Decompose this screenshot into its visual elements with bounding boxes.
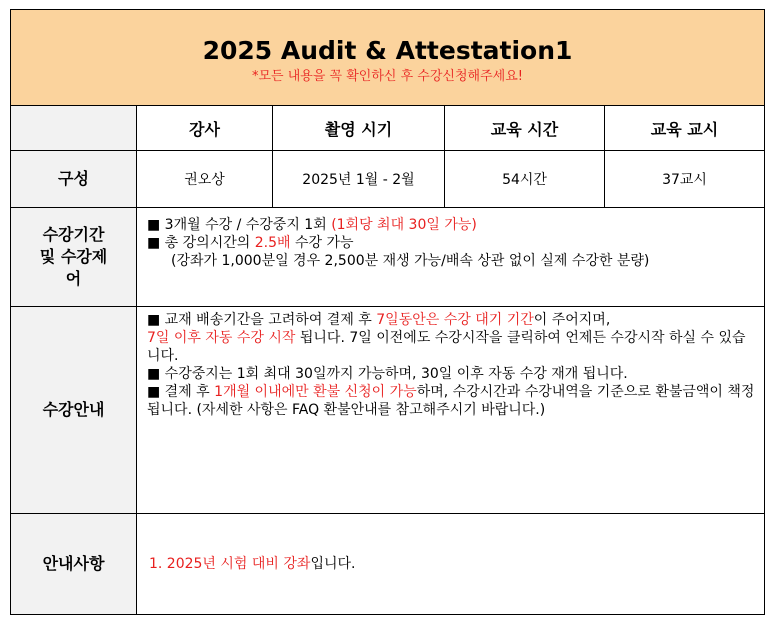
notice-item-highlight: 1. 2025년 시험 대비 강좌 [149, 556, 311, 572]
period-line-2: ■ 총 강의시간의 2.5배 수강 가능 [147, 235, 354, 251]
instructor-value: 권오상 [137, 151, 273, 208]
row-label-notice: 안내사항 [11, 514, 137, 615]
col-header-instructor: 강사 [137, 106, 273, 151]
notice-item-suffix: 입니다. [310, 556, 356, 572]
course-subtitle: *모든 내용을 꼭 확인하신 후 수강신청해주세요! [252, 68, 523, 84]
education-lessons-value: 37교시 [605, 151, 765, 208]
col-header-recording-period: 촬영 시기 [273, 106, 445, 151]
period-line-1: ■ 3개월 수강 / 수강중지 1회 (1회당 최대 30일 가능) [147, 217, 477, 233]
course-info-table [10, 9, 765, 615]
recording-period-value: 2025년 1월 - 2월 [273, 151, 445, 208]
header-banner [11, 10, 765, 106]
notice-content [137, 514, 765, 615]
row-label-period: 수강기간 및 수강제 어 [11, 208, 137, 307]
guide-content [137, 307, 765, 514]
period-content [137, 208, 765, 307]
guide-paragraph-4: ■ 결제 후 1개월 이내에만 환불 신청이 가능하며, 수강시간과 수강내역을 기준으로 환불금액이 책정됩니다. (자세한 사항은 FAQ 환불안내를 참고해주시기 바랍니다.) [147, 384, 755, 418]
row-label-guide: 수강안내 [11, 307, 137, 514]
period-line-3: (강좌가 1,000분일 경우 2,500분 재생 가능/배속 상관 없이 실제 수강한 분량) [171, 253, 650, 269]
col-header-education-lessons: 교육 교시 [605, 106, 765, 151]
course-title: 2025 Audit & Attestation1 [202, 35, 573, 65]
guide-paragraph-1: ■ 교재 배송기간을 고려하여 결제 후 7일동안은 수강 대기 기간이 주어지며, [147, 312, 611, 328]
guide-paragraph-3: ■ 수강중지는 1회 최대 30일까지 가능하며, 30일 이후 자동 수강 재개 됩니다. [147, 366, 628, 382]
guide-paragraph-2: 7일 이후 자동 수강 시작 됩니다. 7일 이전에도 수강시작을 클릭하여 언제든 수강시작 하실 수 있습니다. [147, 330, 746, 364]
header-empty-cell [11, 106, 137, 151]
row-label-composition: 구성 [11, 151, 137, 208]
col-header-education-hours: 교육 시간 [445, 106, 605, 151]
education-hours-value: 54시간 [445, 151, 605, 208]
